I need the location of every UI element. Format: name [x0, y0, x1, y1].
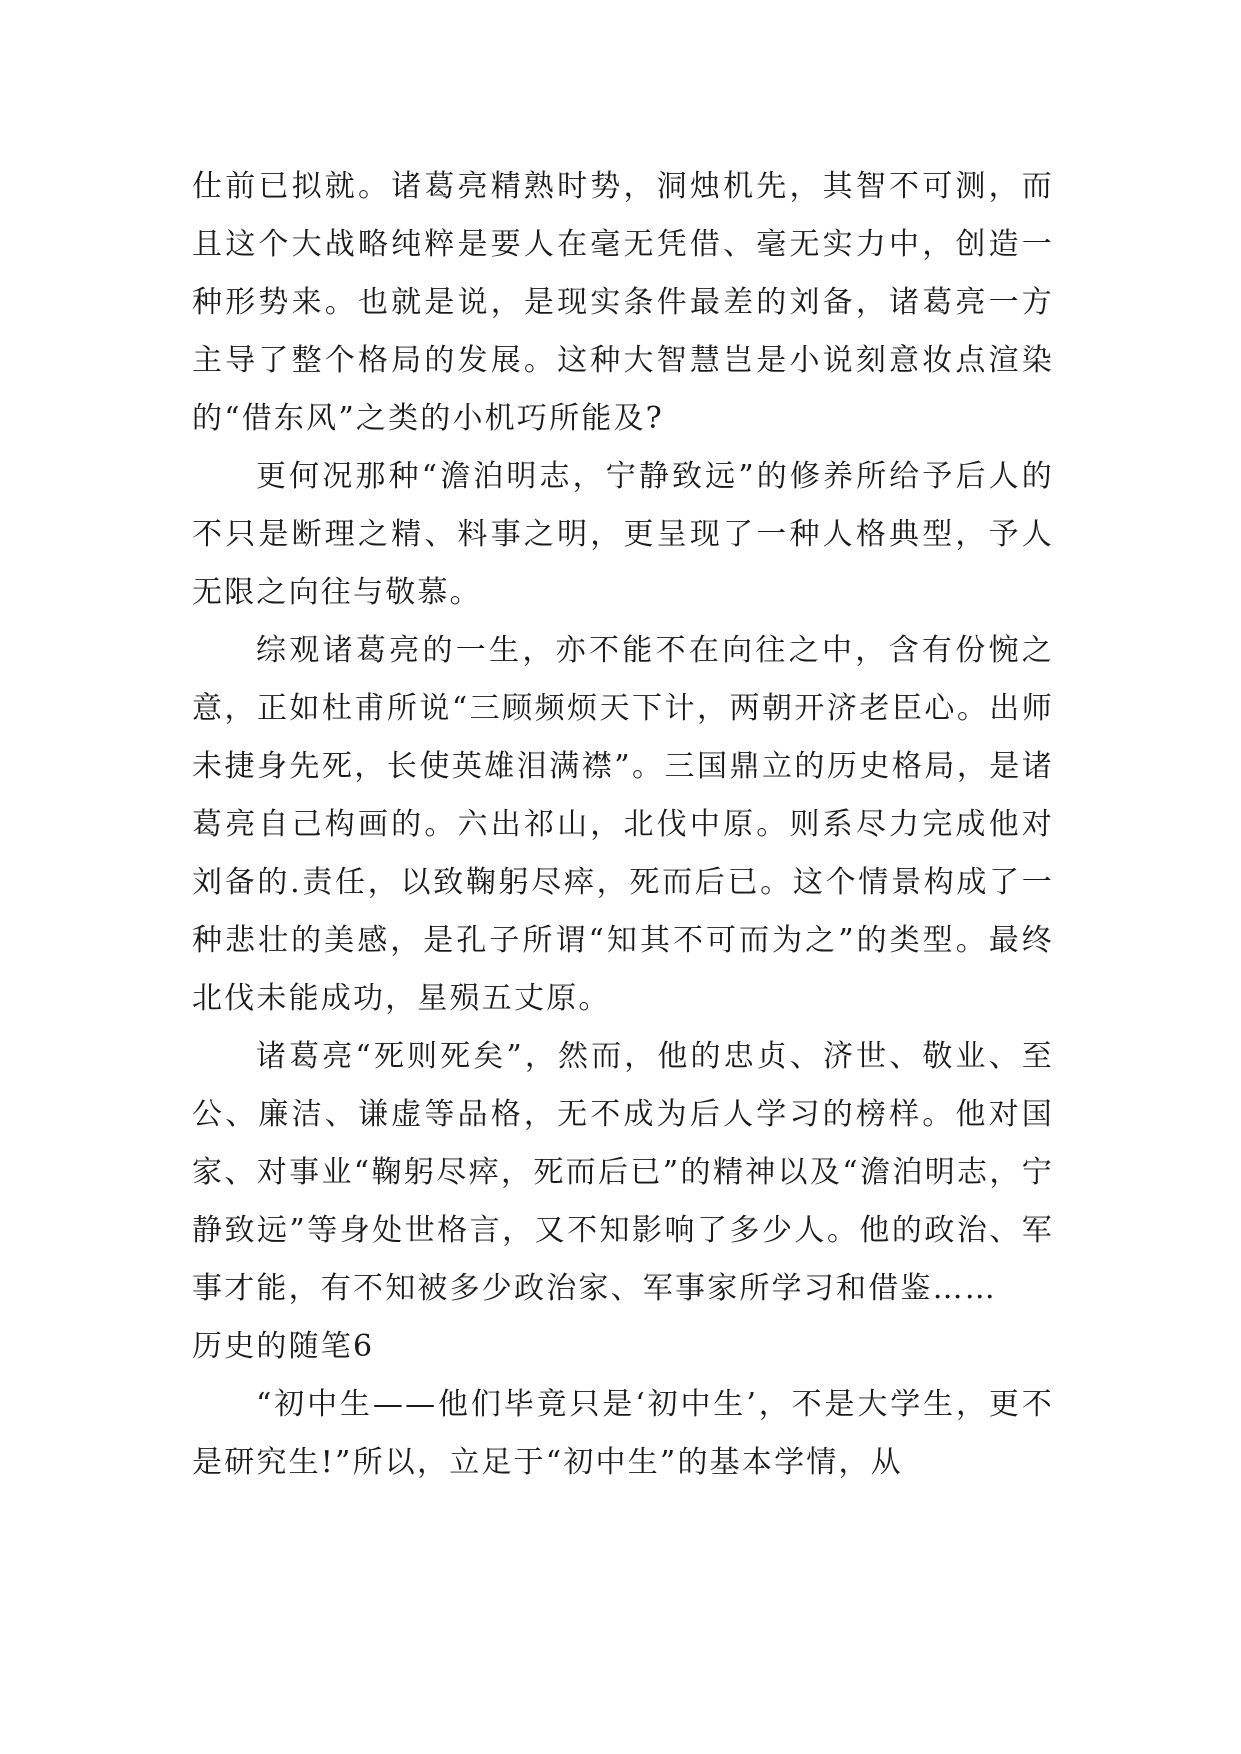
paragraph-4: 诸葛亮“死则死矣”，然而，他的忠贞、济世、敬业、至公、廉洁、谦虚等品格，无不成为后人学习的榜样。他对国家、对事业“鞠躬尽瘁，死而后已”的精神以及“澹泊明志，宁静致远”等身处世格言，又不知影响了多少人。他的政治、军事才能，有不知被多少政治家、军事家所学习和借鉴…… [192, 1039, 1054, 1306]
paragraph-2: 更何况那种“澹泊明志，宁静致远”的修养所给予后人的不只是断理之精、料事之明，更呈现了一种人格典型，予人无限之向往与敬慕。 [192, 459, 1054, 610]
document-page [192, 158, 1054, 1492]
paragraph-3: 综观诸葛亮的一生，亦不能不在向往之中，含有份惋之意，正如杜甫所说“三顾频烦天下计，两朝开济老臣心。出师未捷身先死，长使英雄泪满襟”。三国鼎立的历史格局，是诸葛亮自己构画的。六出祁山，北伐中原。则系尽力完成他对刘备的.责任，以致鞠躬尽瘁，死而后已。这个情景构成了一种悲壮的美感，是孔子所谓“知其不可而为之”的类型。最终北伐未能成功，星殒五丈原。 [192, 633, 1054, 1016]
paragraph-5: “初中生——他们毕竟只是‘初中生’，不是大学生，更不是研究生!”所以，立足于“初中生”的基本学情，从 [192, 1387, 1054, 1480]
section-heading: 历史的随笔6 [192, 1329, 375, 1364]
paragraph-1: 仕前已拟就。诸葛亮精熟时势，洞烛机先，其智不可测，而且这个大战略纯粹是要人在毫无凭借、毫无实力中，创造一种形势来。也就是说，是现实条件最差的刘备，诸葛亮一方主导了整个格局的发展。这种大智慧岂是小说刻意妆点渲染的“借东风”之类的小机巧所能及? [192, 169, 1054, 436]
